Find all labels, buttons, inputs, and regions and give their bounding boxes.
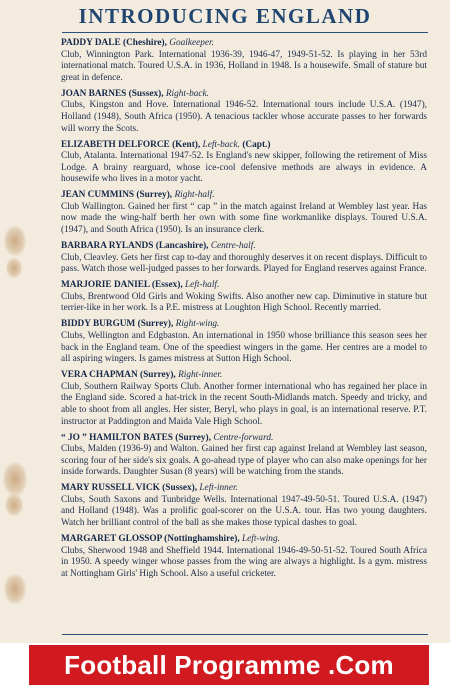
- player-position: Left-wing.: [241, 534, 280, 545]
- player-details: Clubs, South Saxons and Tunbridge Wells. International 1947-49-50-51. Toured U.S.A. (1947) and Holland (1948). Was a prolific goal-scorer on the U.S.A. tour. Has two young daughters. Watch her brilliant control of the ball as she makes those typical dashes to goal.: [61, 494, 427, 529]
- page-title: INTRODUCING ENGLAND: [78, 4, 372, 28]
- player-entry: [61, 140, 427, 186]
- player-name: MARGARET GLOSSOP (Nottinghamshire),: [61, 534, 240, 545]
- player-details: Clubs, Malden (1936-9) and Walton. Gained her first cap against Ireland at Wembley last season, scoring four of her side's six goals. A go-ahead type of player who can also make openings for her inside forwards. Daughter Susan (8 years) will be watching from the stands.: [61, 444, 427, 478]
- player-entry: [61, 319, 427, 365]
- player-heading: [61, 89, 427, 101]
- water-stain: [3, 462, 27, 496]
- player-position: Left-half.: [184, 280, 220, 291]
- player-name: JEAN CUMMINS (Surrey),: [61, 190, 173, 201]
- player-position: Centre-half.: [210, 241, 256, 252]
- player-entry: [61, 38, 427, 84]
- player-position: Right-back.: [165, 88, 209, 99]
- player-details: Club Wallington. Gained her first “ cap ” in the match against Ireland at Wembley last year. Has now made the wing-half berth her own with some fine workmanlike displays. Toured U.S.A. (1947), and South Africa (1950). Is an insurance clerk.: [61, 201, 427, 236]
- player-list: [61, 38, 427, 585]
- player-heading: [61, 319, 427, 331]
- player-heading: [61, 534, 427, 546]
- water-stain: [4, 226, 26, 256]
- water-stain: [5, 494, 23, 516]
- player-heading: [61, 370, 427, 382]
- player-details: Club, Cleavley. Gets her first cap to-day and thoroughly deserves it on recent displays. Difficult to pass. Watch those well-judged passes to her forwards. Played for England reserves against France.: [61, 252, 427, 275]
- player-heading: [61, 38, 427, 50]
- player-name: VERA CHAPMAN (Surrey),: [61, 370, 176, 381]
- player-heading: [61, 241, 427, 253]
- player-name: PADDY DALE (Cheshire),: [61, 38, 167, 48]
- player-name: BIDDY BURGUM (Surrey),: [61, 319, 174, 330]
- player-entry: [61, 241, 427, 276]
- player-entry: [61, 534, 427, 580]
- player-name: MARY RUSSELL VICK (Sussex),: [61, 483, 198, 494]
- player-position: Right-inner.: [178, 370, 223, 381]
- player-entry: [61, 190, 427, 236]
- player-position: Centre-forward.: [213, 432, 274, 443]
- bottom-rule: [62, 634, 428, 635]
- player-heading: [61, 280, 427, 292]
- player-entry: [61, 89, 427, 135]
- water-stain: [4, 574, 26, 604]
- player-position: Left-back.: [202, 139, 240, 150]
- player-details: Club, Southern Railway Sports Club. Another former international who has regained her place in the England side. Scored a hat-trick in the recent South-Midlands match. Speedy and tricky, and able to shoot from all angles. Her sister, Beryl, who plays in goal, is an international reserve. P.T. instructor at Paddington and Maida Vale High School.: [61, 381, 427, 427]
- title-rule: [62, 32, 428, 33]
- player-name: “ JO ” HAMILTON BATES (Surrey),: [61, 432, 211, 443]
- player-details: Clubs, Wellington and Edgbaston. An international in 1950 whose brilliance this season sees her back in the England team. One of the speediest wingers in the game. Her centres are a model to all aspiring wingers. Is games mistress at Sutton High School.: [61, 331, 427, 365]
- watermark-banner: Football Programme .Com: [29, 645, 429, 685]
- player-position: Goalkeeper.: [169, 38, 214, 48]
- player-details: Club, Atalanta. International 1947-52. Is England's new skipper, following the retirement of Miss Lodge. A brainy rearguard, whose ice-cool defensive methods are always in evidence. A housewife who lives in a motor yacht.: [61, 151, 427, 185]
- player-details: Clubs, Kingston and Hove. International 1946-52. International tours include U.S.A. (1947), Holland (1948), South Africa (1950). A tenacious tackler whose accurate passes to her forwards will worry the Scots.: [61, 100, 427, 134]
- player-details: Clubs, Sherwood 1948 and Sheffield 1944. International 1946-49-50-51-52. Toured South Africa in 1950. A speedy winger whose passes from the wing are always a highlight. Is a gym. mistress at Nottingham Girls' High School. Also a useful cricketer.: [61, 545, 427, 579]
- player-position: Left-inner.: [199, 483, 238, 494]
- player-heading: [61, 190, 427, 202]
- player-position: Right-half.: [174, 190, 215, 201]
- player-name: JOAN BARNES (Sussex),: [61, 88, 164, 99]
- player-entry: [61, 370, 427, 428]
- player-entry: [61, 280, 427, 315]
- player-heading: [61, 483, 427, 495]
- player-heading: [61, 433, 427, 445]
- player-heading: [61, 140, 427, 152]
- player-position: Right-wing.: [175, 319, 220, 330]
- player-name: ELIZABETH DELFORCE (Kent),: [61, 139, 201, 150]
- player-name: MARJORIE DANIEL (Essex),: [61, 280, 183, 291]
- player-entry: [61, 483, 427, 529]
- player-details: Club, Winnington Park. International 1936-39, 1946-47, 1949-51-52. Is playing in her 53rd international match. Toured U.S.A. in 1936, Holland in 1948. Is a housewife. Small of stature but great in defence.: [61, 49, 427, 83]
- captain-marker: (Capt.): [242, 139, 271, 150]
- player-name: BARBARA RYLANDS (Lancashire),: [61, 241, 209, 252]
- player-entry: [61, 433, 427, 479]
- player-details: Clubs, Brentwood Old Girls and Woking Swifts. Also another new cap. Diminutive in stature but terrier-like in her work. Is a P.E. mistress at Loughton High School. Recently married.: [61, 291, 427, 314]
- water-stain: [6, 258, 22, 278]
